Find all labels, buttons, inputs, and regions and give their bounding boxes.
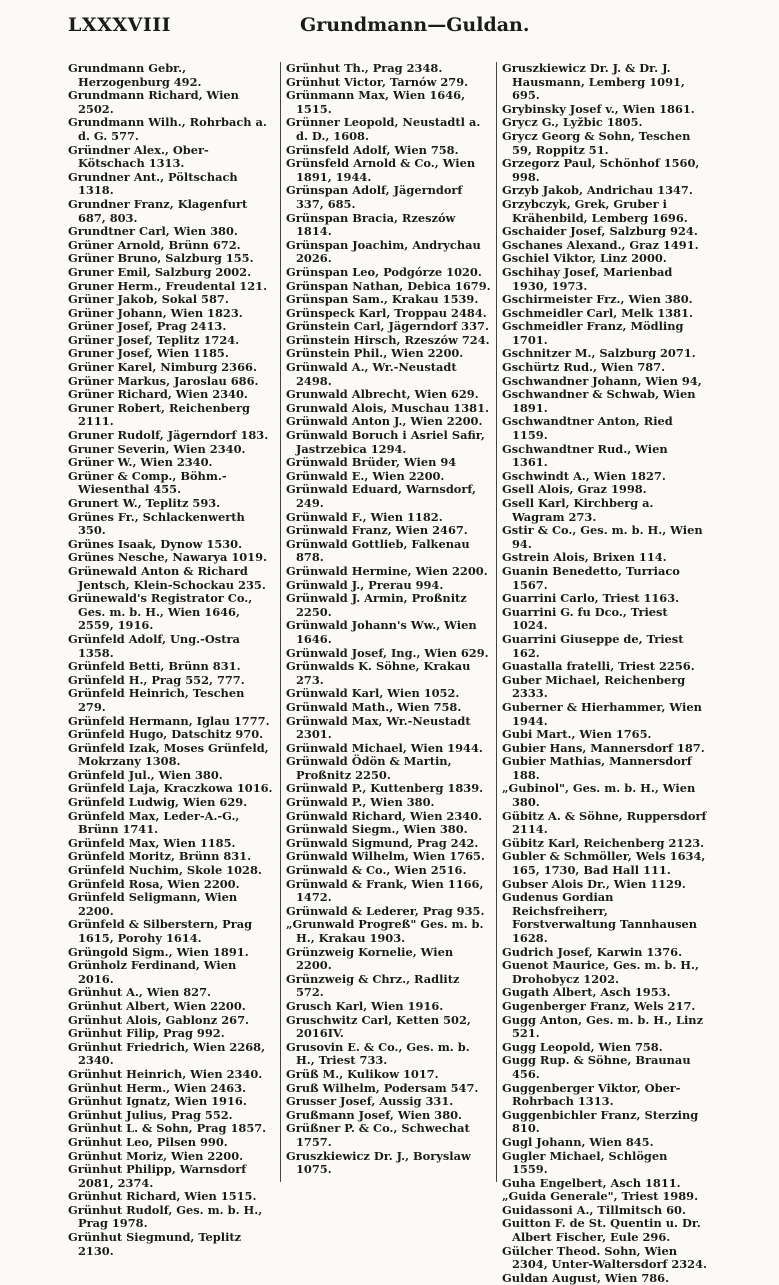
directory-entry: Grünewald Anton & Richard Jentsch, Klein-Schockau 235. (68, 563, 266, 592)
directory-entry: Guarrini Giuseppe de, Triest 162. (502, 631, 684, 660)
directory-entry: Grüner Josef, Prag 2413. (68, 319, 227, 334)
directory-entry: Grünzweig Kornelie, Wien 2200. (286, 944, 454, 973)
directory-entry: Gschnitzer M., Salzburg 2071. (502, 346, 696, 361)
directory-entry: Gschwindt A., Wien 1827. (502, 468, 666, 483)
directory-entry: Grünwald Max, Wr.-Neustadt 2301. (286, 713, 471, 742)
directory-entry: Grünwald P., Kuttenberg 1839. (286, 781, 484, 796)
directory-entry: Grünes Isaak, Dynow 1530. (68, 536, 243, 551)
directory-entry: Guarrini G. fu Dco., Triest 1024. (502, 604, 668, 633)
directory-entry: Grzyb Jakob, Andrichau 1347. (502, 183, 693, 198)
directory-entry: Grüner Richard, Wien 2340. (68, 387, 248, 402)
directory-entry: Grünzweig & Chrz., Radlitz 572. (286, 971, 460, 1000)
directory-entry: Gstrein Alois, Brixen 114. (502, 550, 667, 565)
directory-entry: Grünhut Friedrich, Wien 2268, 2340. (68, 1039, 266, 1068)
directory-entry: Grünfeld Laja, Kraczkowa 1016. (68, 781, 273, 796)
directory-entry: Grünhut L. & Sohn, Prag 1857. (68, 1121, 267, 1136)
directory-entry: Grünwald Michael, Wien 1944. (286, 740, 483, 755)
directory-entry: Gschwandner & Schwab, Wien 1891. (502, 387, 696, 415)
directory-entry: Gülcher Theod. Sohn, Wien 2304, Unter-Waltersdorf 2324. (502, 1243, 707, 1272)
directory-entry: Grünsfeld Arnold & Co., Wien 1891, 1944. (286, 156, 476, 184)
directory-entry: Gübitz Karl, Reichenberg 2123. (502, 835, 705, 850)
column-right (502, 61, 707, 1285)
directory-entry: Gruner Severin, Wien 2340. (68, 441, 246, 456)
directory-entry: Grundmann Wilh., Rohrbach a. d. G. 577. (68, 115, 267, 143)
directory-entry: Grybinsky Josef v., Wien 1861. (502, 101, 695, 116)
directory-entry: Gschürtz Rud., Wien 787. (502, 360, 666, 375)
page-number: LXXXVIII (68, 14, 171, 36)
directory-entry: Gugg Leopold, Wien 758. (502, 1039, 663, 1054)
directory-entry: Grüßner P. & Co., Schwechat 1757. (286, 1121, 470, 1149)
directory-entry: Grünwald Anton J., Wien 2200. (286, 414, 483, 429)
directory-entry: Grünfeld Max, Leder-A.-G., Brünn 1741. (68, 808, 240, 837)
directory-entry: Grünhut Ignatz, Wien 1916. (68, 1094, 247, 1109)
directory-entry: Grunert W., Teplitz 593. (68, 496, 221, 510)
directory-entry: Grunwald Alois, Muschau 1381. (286, 400, 489, 415)
directory-entry: Grünwald E., Wien 2200. (286, 468, 445, 483)
directory-entry: „Grunwald Progreß" Ges. m. b. H., Krakau 1903. (286, 917, 484, 945)
directory-entry: Grünes Nesche, Nawarya 1019. (68, 550, 267, 565)
directory-entry: Grünhut Rudolf, Ges. m. b. H., Prag 1978. (68, 1202, 263, 1231)
directory-entry: Grünewald's Registrator Co., Ges. m. b. H., Wien 1646, 2559, 1916. (68, 591, 253, 633)
directory-entry: Grüß M., Kulikow 1017. (286, 1066, 439, 1081)
column-left (68, 61, 273, 1258)
directory-entry: Guggenberger Viktor, Ober-Rohrbach 1313. (502, 1080, 681, 1109)
directory-entry: Grünhut Siegmund, Teplitz 2130. (68, 1230, 242, 1258)
directory-entry: Grünfeld Max, Wien 1185. (68, 835, 236, 850)
directory-entry: Grünhut Albert, Wien 2200. (68, 998, 246, 1013)
directory-entry: Grünstein Hirsch, Rzeszów 724. (286, 332, 490, 347)
directory-entry: Gschihay Josef, Marienbad 1930, 1973. (502, 264, 673, 293)
directory-entry: Gschwandner Johann, Wien 94, (502, 373, 702, 388)
directory-entry: Grünhut Leo, Pilsen 990. (68, 1134, 228, 1149)
directory-entry: Guanin Benedetto, Turriaco 1567. (502, 563, 680, 592)
directory-entry: Grünhut Victor, Tarnów 279. (286, 74, 469, 89)
directory-entry: Gudenus Gordian Reichsfreiherr, Forstverwaltung Tannhausen 1628. (502, 890, 698, 945)
directory-entry: Gschmeidler Franz, Mödling 1701. (502, 319, 684, 347)
directory-entry: Grünwald F., Wien 1182. (286, 509, 443, 524)
directory-entry: Gsell Karl, Kirchberg a. Wagram 273. (502, 496, 654, 524)
directory-entry: Gugath Albert, Asch 1953. (502, 985, 671, 1000)
directory-entry: Grundtner Carl, Wien 380. (68, 224, 238, 239)
directory-entry: Grüner Jakob, Sokal 587. (68, 292, 229, 307)
directory-entry: Grünhut Alois, Gablonz 267. (68, 1012, 249, 1027)
directory-entry: Gubier Hans, Mannersdorf 187. (502, 740, 705, 755)
directory-entry: Gruner Emil, Salzburg 2002. (68, 264, 252, 279)
directory-entry: Grünwald P., Wien 380. (286, 795, 435, 810)
directory-entry: Gruner Josef, Wien 1185. (68, 346, 229, 361)
directory-entry: Grünhut Richard, Wien 1515. (68, 1189, 257, 1204)
directory-entry: Grycz Georg & Sohn, Teschen 59, Roppitz 51. (502, 128, 691, 157)
directory-entry: Grünwald & Co., Wien 2516. (286, 863, 467, 878)
directory-entry: Grünspan Adolf, Jägerndorf 337, 685. (286, 183, 463, 211)
directory-entry: Grünfeld Rosa, Wien 2200. (68, 876, 240, 891)
directory-entry: Gschiel Viktor, Linz 2000. (502, 251, 667, 266)
directory-entry: Grünfeld Betti, Brünn 831. (68, 659, 241, 674)
directory-entry: Gugg Rup. & Söhne, Braunau 456. (502, 1053, 691, 1081)
directory-entry: Gudrich Josef, Karwin 1376. (502, 944, 683, 959)
directory-entry: Grünfeld Jul., Wien 380. (68, 767, 223, 782)
directory-entry: Grünwald Math., Wien 758. (286, 699, 462, 714)
directory-entry: Gschmeidler Carl, Melk 1381. (502, 305, 693, 320)
directory-entry: Grusovin E. & Co., Ges. m. b. H., Triest 733. (286, 1039, 470, 1068)
directory-entry: Grußmann Josef, Wien 380. (286, 1107, 463, 1122)
directory-entry: Guarrini Carlo, Triest 1163. (502, 591, 680, 606)
directory-entry: Gubler & Schmöller, Wels 1634, 165, 1730, Bad Hall 111. (502, 849, 706, 878)
directory-entry: Grünspan Leo, Podgórze 1020. (286, 264, 482, 279)
directory-entry: „Gubinol", Ges. m. b. H., Wien 380. (502, 781, 696, 810)
directory-entry: Grünhut Th., Prag 2348. (286, 61, 443, 75)
directory-entry: Grünwald J., Prerau 994. (286, 577, 444, 592)
column-divider (496, 62, 497, 1182)
directory-entry: Grünwald Eduard, Warnsdorf, 249. (286, 482, 476, 510)
directory-entry: Gschwandtner Rud., Wien 1361. (502, 441, 668, 470)
directory-entry: Grüngold Sigm., Wien 1891. (68, 944, 249, 959)
directory-entry: Grüner W., Wien 2340. (68, 455, 213, 470)
directory-entry: Guggenbichler Franz, Sterzing 810. (502, 1107, 699, 1136)
directory-entry: Gschaider Josef, Salzburg 924. (502, 224, 698, 239)
directory-entry: Grzybczyk, Grek, Gruber i Krähenbild, Lemberg 1696. (502, 196, 688, 225)
directory-entry: Grüner Bruno, Salzburg 155. (68, 251, 254, 266)
directory-entry: Grüner Markus, Jaroslau 686. (68, 373, 259, 388)
directory-entry: Grünspan Nathan, Debica 1679. (286, 278, 491, 293)
directory-entry: Grünfeld Izak, Moses Grünfeld, Mokrzany 1308. (68, 740, 269, 769)
directory-entry: Guidassoni A., Tillmitsch 60. (502, 1202, 686, 1217)
directory-entry: Grünes Fr., Schlackenwerth 350. (68, 509, 245, 538)
directory-entry: Grundner Franz, Klagenfurt 687, 803. (68, 196, 248, 225)
directory-entry: Gubier Mathias, Mannersdorf 188. (502, 754, 692, 782)
directory-entry: Grünwald & Frank, Wien 1166, 1472. (286, 876, 484, 905)
directory-entry: Grünfeld Hermann, Iglau 1777. (68, 713, 270, 728)
directory-entry: Grünner Leopold, Neustadtl a. d. D., 1608. (286, 115, 481, 143)
directory-entry: Grünfeld Ludwig, Wien 629. (68, 795, 248, 810)
directory-entry: Grünwald Siegm., Wien 380. (286, 822, 468, 837)
directory-columns (68, 61, 710, 1285)
directory-entry: Guber Michael, Reichenberg 2333. (502, 672, 686, 701)
directory-entry: Gugenberger Franz, Wels 217. (502, 998, 696, 1013)
directory-entry: Grünfeld Heinrich, Teschen 279. (68, 686, 245, 714)
directory-entry: Gründner Alex., Ober-Kötschach 1313. (68, 142, 209, 171)
directory-entry: Gschirmeister Frz., Wien 380. (502, 292, 693, 307)
directory-entry: Grzegorz Paul, Schönhof 1560, 998. (502, 156, 700, 184)
directory-entry: Grunwald Albrecht, Wien 629. (286, 387, 479, 402)
directory-entry: Gugg Anton, Ges. m. b. H., Linz 521. (502, 1012, 704, 1041)
directory-entry: Grünfeld Adolf, Ung.-Ostra 1358. (68, 631, 240, 660)
directory-entry: Grundmann Richard, Wien 2502. (68, 88, 239, 116)
directory-entry: Gugl Johann, Wien 845. (502, 1134, 654, 1149)
directory-entry: Grünhut A., Wien 827. (68, 985, 211, 1000)
directory-entry: Grusser Josef, Aussig 331. (286, 1094, 454, 1109)
directory-entry: Grünwald Josef, Ing., Wien 629. (286, 645, 489, 660)
directory-entry: Grünhut Heinrich, Wien 2340. (68, 1066, 263, 1081)
directory-entry: Grycz G., Lyžbic 1805. (502, 115, 643, 130)
directory-entry: Grünhut Moriz, Wien 2200. (68, 1148, 244, 1163)
directory-entry: Grusch Karl, Wien 1916. (286, 998, 444, 1013)
directory-entry: Gruß Wilhelm, Podersam 547. (286, 1080, 479, 1095)
directory-entry: Grünwald J. Armin, Proßnitz 2250. (286, 591, 467, 619)
directory-entry: Grünwald Sigmund, Prag 242. (286, 835, 479, 850)
directory-entry: Grünwald Johann's Ww., Wien 1646. (286, 618, 477, 646)
directory-entry: Grünspan Bracia, Rzeszów 1814. (286, 210, 456, 239)
directory-entry: Grüner Josef, Teplitz 1724. (68, 332, 240, 347)
directory-entry: Gruner Herm., Freudental 121. (68, 278, 268, 293)
directory-entry: Grünstein Carl, Jägerndorf 337. (286, 319, 489, 334)
directory-entry: Grünspan Joachim, Andrychau 2026. (286, 237, 481, 266)
directory-entry: Grünwald Brüder, Wien 94 (286, 455, 457, 470)
directory-entry: Grünwald Wilhelm, Wien 1765. (286, 849, 485, 864)
directory-entry: Guberner & Hierhammer, Wien 1944. (502, 699, 702, 728)
directory-entry: Grünhut Filip, Prag 992. (68, 1026, 225, 1041)
directory-entry: Guldan August, Wien 786. (502, 1270, 670, 1285)
directory-entry: Grünfeld Moritz, Brünn 831. (68, 849, 252, 864)
directory-entry: Grünwald Richard, Wien 2340. (286, 808, 483, 823)
directory-entry: Grünmann Max, Wien 1646, 1515. (286, 88, 466, 116)
directory-entry: Grünwald & Lederer, Prag 935. (286, 903, 485, 918)
directory-entry: Grünhut Julius, Prag 552. (68, 1107, 233, 1122)
directory-entry: Gugler Michael, Schlögen 1559. (502, 1148, 668, 1177)
directory-entry: Gstir & Co., Ges. m. b. H., Wien 94. (502, 523, 703, 551)
directory-entry: Gruner Rudolf, Jägerndorf 183. (68, 428, 269, 443)
directory-entry: Grüner Johann, Wien 1823. (68, 305, 243, 320)
directory-entry: Grünfeld & Silberstern, Prag 1615, Porohy 1614. (68, 917, 253, 945)
directory-entry: Gubi Mart., Wien 1765. (502, 727, 652, 742)
directory-entry: Gübitz A. & Söhne, Ruppersdorf 2114. (502, 808, 707, 837)
directory-entry: Grünfeld Nuchim, Skole 1028. (68, 863, 262, 878)
directory-entry: Grüner & Comp., Böhm.-Wiesenthal 455. (68, 468, 227, 497)
directory-entry: Grünfeld Seligmann, Wien 2200. (68, 890, 238, 918)
directory-entry: Grünwalds K. Söhne, Krakau 273. (286, 659, 471, 687)
directory-entry: Guha Engelbert, Asch 1811. (502, 1175, 681, 1190)
directory-entry: Grünwald Hermine, Wien 2200. (286, 563, 488, 578)
page-header (0, 14, 779, 44)
directory-entry: Guitton F. de St. Quentin u. Dr. Albert Fischer, Eule 296. (502, 1216, 701, 1245)
directory-entry: Grundmann Gebr., Herzogenburg 492. (68, 61, 202, 89)
directory-entry: Gschwandtner Anton, Ried 1159. (502, 414, 673, 443)
directory-entry: Grünhut Herm., Wien 2463. (68, 1080, 247, 1095)
directory-entry: Grünwald Boruch i Asriel Safir, Jastrzebica 1294. (286, 428, 485, 456)
directory-entry: „Guida Generale", Triest 1989. (502, 1189, 699, 1204)
directory-entry: Guenot Maurice, Ges. m. b. H., Drohobycz 1202. (502, 958, 699, 986)
directory-entry: Grünspan Sam., Krakau 1539. (286, 292, 479, 307)
directory-entry: Grünhut Philipp, Warnsdorf 2081, 2374. (68, 1162, 247, 1190)
directory-entry: Grünwald A., Wr.-Neustadt 2498. (286, 360, 457, 388)
directory-entry: Gubser Alois Dr., Wien 1129. (502, 876, 686, 891)
directory-entry: Grünwald Gottlieb, Falkenau 878. (286, 536, 470, 565)
directory-entry: Grünholz Ferdinand, Wien 2016. (68, 958, 237, 986)
directory-entry: Grüner Karel, Nimburg 2366. (68, 360, 257, 375)
directory-entry: Grünwald Franz, Wien 2467. (286, 523, 468, 538)
directory-entry: Grundner Ant., Pöltschach 1318. (68, 169, 238, 198)
directory-entry: Grünwald Karl, Wien 1052. (286, 686, 460, 701)
directory-entry: Gruszkiewicz Dr. J., Boryslaw 1075. (286, 1148, 471, 1177)
directory-entry: Guastalla fratelli, Triest 2256. (502, 659, 695, 674)
directory-entry: Gsell Alois, Graz 1998. (502, 482, 647, 497)
directory-entry: Gschanes Alexand., Graz 1491. (502, 237, 699, 252)
directory-entry: Gruschwitz Carl, Ketten 502, 2016IV. (286, 1012, 471, 1041)
page-title: Grundmann—Guldan. (300, 14, 530, 36)
directory-entry: Gruszkiewicz Dr. J. & Dr. J. Hausmann, Lemberg 1091, 695. (502, 61, 685, 103)
directory-entry: Grünfeld Hugo, Datschitz 970. (68, 727, 264, 742)
directory-entry: Grünwald Ödön & Martin, Proßnitz 2250. (286, 754, 452, 782)
directory-entry: Grüner Arnold, Brünn 672. (68, 237, 241, 252)
column-divider (280, 62, 281, 1182)
directory-entry: Grünfeld H., Prag 552, 777. (68, 672, 245, 687)
directory-entry: Grünsfeld Adolf, Wien 758. (286, 142, 459, 157)
directory-entry: Grünspeck Karl, Troppau 2484. (286, 305, 487, 320)
directory-entry: Gruner Robert, Reichenberg 2111. (68, 400, 250, 429)
directory-entry: Grünstein Phil., Wien 2200. (286, 346, 464, 361)
column-middle (286, 62, 491, 1232)
